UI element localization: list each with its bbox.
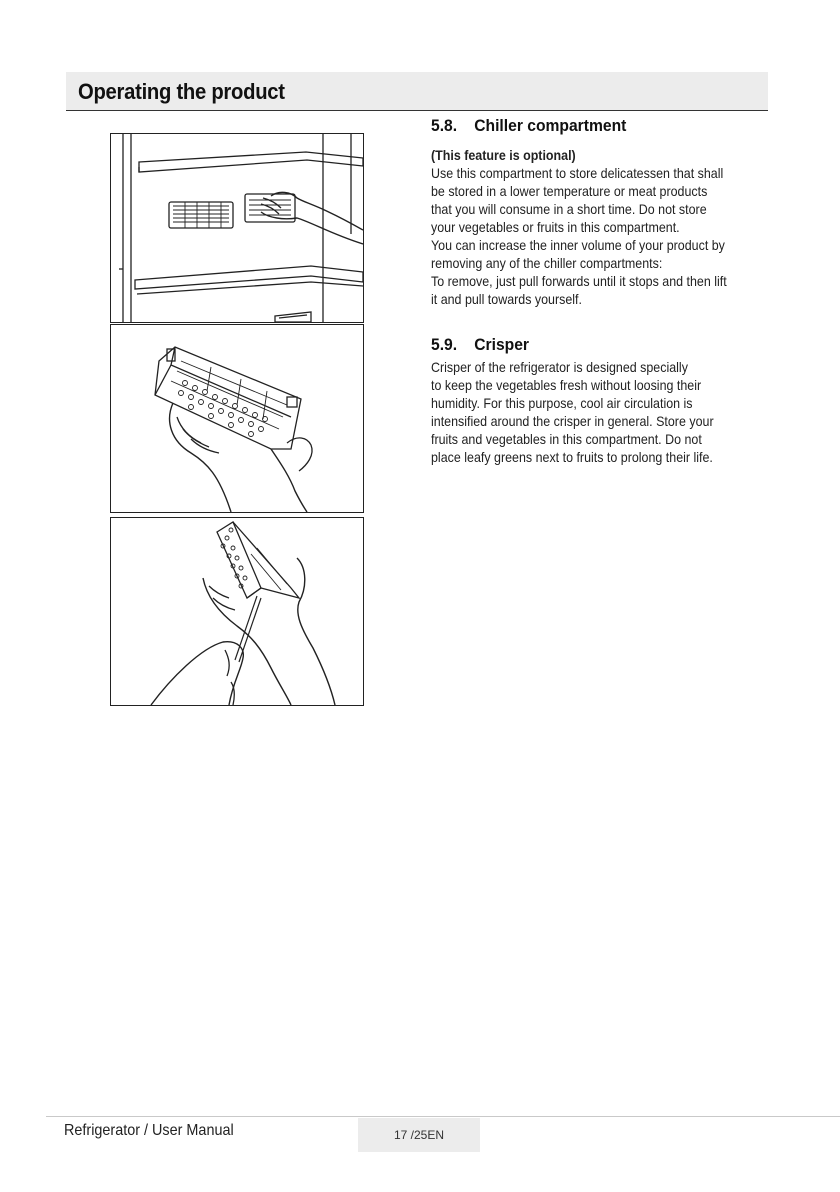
section-body-crisper (431, 358, 769, 466)
body-line: humidity. For this purpose, cool air circulation is (431, 395, 693, 411)
section-heading-crisper (431, 335, 529, 355)
body-line: it and pull towards yourself. (431, 291, 582, 307)
body-line: place leafy greens next to fruits to prolong their life. (431, 449, 713, 465)
body-line: You can increase the inner volume of your product by (431, 237, 725, 253)
body-line: be stored in a lower temperature or meat products (431, 183, 708, 199)
body-line: intensified around the crisper in general. Store your (431, 413, 714, 429)
body-line: removing any of the chiller compartments: (431, 255, 663, 271)
body-line: to keep the vegetables fresh without loosing their (431, 377, 702, 393)
header-divider (66, 110, 768, 111)
section-body-chiller (431, 146, 769, 308)
section-number: 5.8. (431, 116, 458, 135)
body-line: Crisper of the refrigerator is designed specially (431, 359, 688, 375)
section-title: Crisper (474, 335, 530, 354)
body-line: your vegetables or fruits in this compartment. (431, 219, 680, 235)
section-number: 5.9. (431, 335, 458, 354)
body-line: Use this compartment to store delicatessen that shall (431, 165, 724, 181)
section-title: Chiller compartment (474, 116, 627, 135)
body-line: fruits and vegetables in this compartment. Do not (431, 431, 702, 447)
figure-filter-holding (110, 324, 364, 513)
page-number: 17 /25EN (358, 1118, 480, 1152)
optional-note: (This feature is optional) (431, 147, 576, 163)
page-title: Operating the product (78, 79, 285, 104)
body-line: To remove, just pull forwards until it stops and then lift (431, 273, 727, 289)
footer-divider (46, 1116, 840, 1117)
body-line: that you will consume in a short time. Do not store (431, 201, 707, 217)
figure-filter-opening (110, 517, 364, 706)
section-heading-chiller (431, 116, 626, 136)
footer-manual-title: Refrigerator / User Manual (64, 1122, 234, 1139)
figure-chiller-removal (110, 133, 364, 323)
